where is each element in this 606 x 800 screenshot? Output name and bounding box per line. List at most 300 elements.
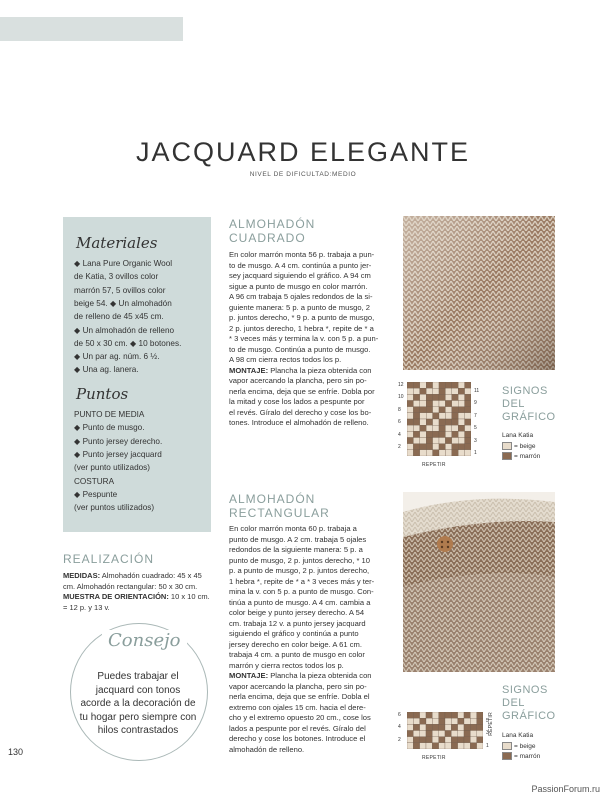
chart-cell (445, 438, 451, 444)
chart-row-number: 1 (474, 450, 477, 456)
chart-cell (413, 401, 419, 407)
chart-cell (407, 712, 413, 718)
montaje-line: vapor acercando la plancha, pero sin po- (229, 376, 367, 385)
chart-cell (451, 712, 457, 718)
chart-cell (452, 413, 458, 419)
montaje-line: MONTAJE: Plancha la pieza obtenida con (229, 671, 372, 680)
chart-cell (413, 450, 419, 456)
chart-row-number: 1 (486, 742, 489, 749)
chart-cell (452, 382, 458, 388)
chart-repeat-side-label: REPETIR (488, 712, 494, 736)
instruction-line: guiente manera: 5 p. a punto de musgo, 2 (229, 302, 371, 312)
chart-cell (452, 425, 458, 431)
chart-row-number: 3 (486, 730, 489, 737)
instruction-line: to de musgo. A 4 cm. continúa a punto jer- (229, 260, 372, 270)
montaje-line: almohadón de relleno. (229, 744, 305, 754)
chart-cell (420, 444, 426, 450)
chart-cell (458, 407, 464, 413)
difficulty-level: NIVEL DE DIFICULTAD:MEDIO (249, 171, 357, 178)
instruction-line: siguiendo el gráfico y continúa a punto (229, 629, 359, 638)
chart-cell (458, 413, 464, 419)
points-line: (ver punto utilizados) (74, 463, 150, 473)
chart-cell (452, 388, 458, 394)
points-line: ◆ Pespunte (74, 489, 118, 499)
chart-cell (413, 425, 419, 431)
chart-cell (452, 431, 458, 437)
chart-cell (470, 731, 476, 737)
chart-cell (465, 382, 471, 388)
chart-row-number: 5 (486, 718, 489, 724)
chart-cell (439, 431, 445, 437)
chart-cell (458, 401, 464, 407)
chart-cell (465, 438, 471, 444)
chart-cell (465, 419, 471, 425)
instruction-line: marrón y cierra rectos todos los p. (229, 660, 344, 670)
chart-cell (464, 731, 470, 737)
chart-cell (407, 425, 413, 431)
legend-beige: = beige (502, 442, 536, 452)
chart-cell (433, 419, 439, 425)
chart-cell (426, 743, 432, 749)
chart-row-number: 2 (398, 444, 401, 450)
points-heading: Puntos (76, 385, 129, 403)
chart-cell (420, 718, 426, 724)
chart-cell (445, 425, 451, 431)
chart-cell (413, 419, 419, 425)
chart-cell (432, 737, 438, 743)
chart-cell (426, 450, 432, 456)
chart-row-number: 6 (398, 419, 401, 426)
chart-cell (464, 718, 470, 724)
instruction-line: A 96 cm trabaja 5 ojales redondos de la si- (229, 292, 373, 301)
chart-cell (426, 407, 432, 413)
chart-cell (452, 419, 458, 425)
chart-cell (426, 394, 432, 400)
chart-cell (445, 401, 451, 407)
chart-cell (420, 431, 426, 437)
chart-cell (465, 407, 471, 413)
montaje-line: cho y el extremo opuesto 20 cm., cose los (229, 713, 371, 722)
chart-cell (413, 712, 419, 718)
chart-cell (420, 737, 426, 743)
chart-cell (426, 737, 432, 743)
tip-line: hilos contrastados (97, 725, 179, 736)
chart-cell (465, 401, 471, 407)
tip-line: acorde a la decoración de (80, 698, 196, 709)
chart-cell (439, 712, 445, 718)
chart-cell (433, 394, 439, 400)
legend-brand-2: Lana Katia (502, 732, 534, 739)
chart-repeat-label: REPETIR (422, 462, 446, 468)
chart-cell (458, 731, 464, 737)
chart-cell (477, 731, 483, 737)
chart-cell (439, 438, 445, 444)
chart-row-number: 6 (398, 712, 401, 718)
chart-cell (439, 394, 445, 400)
chart-row-number: 2 (398, 736, 401, 743)
instruction-line: cm. trabaja 12 v. a punto jersey jacquard (229, 618, 366, 628)
chart-cell (465, 394, 471, 400)
chart-cell (439, 724, 445, 730)
chart-cell (433, 444, 439, 450)
chart-cell (407, 419, 413, 425)
chart-cell (439, 419, 445, 425)
instruction-line: En color marrón monta 56 p. trabaja a pun- (229, 250, 375, 259)
chart-cell (432, 743, 438, 749)
site-watermark: PassionForum.ru (531, 784, 600, 794)
chart-cell (407, 394, 413, 400)
chart-cell (470, 724, 476, 730)
chart-cell (407, 724, 413, 730)
chart-cell (407, 401, 413, 407)
chart-cell (433, 438, 439, 444)
instruction-line: p. a punto de musgo, 2 p. juntos derecho, (229, 566, 370, 575)
cuadrado-instructions (229, 250, 399, 429)
chart-cell (420, 712, 426, 718)
montaje-line: nerla encima, deja que se enfríe. Dobla el (229, 692, 370, 701)
chart-repeat-label-2: REPETIR (422, 755, 446, 761)
chart-cell (458, 450, 464, 456)
materials-line: ◆ Un almohadón de relleno (74, 325, 175, 335)
instruction-line: punto de musgo, 2 p. juntos derecho, * 10 (229, 555, 371, 565)
chart-cell (426, 388, 432, 394)
chart-cell (439, 444, 445, 450)
chart-cell (439, 718, 445, 724)
chart-cell (420, 401, 426, 407)
chart-cell (458, 425, 464, 431)
chart-cell (413, 382, 419, 388)
instruction-line: trabaja 4 cm. a punto de musgo en color (229, 650, 365, 659)
chart-cell (445, 419, 451, 425)
tip-line: tu hogar pero siempre con (79, 711, 197, 723)
chart-cell (439, 450, 445, 456)
points-line: (ver puntos utilizados) (74, 503, 155, 513)
points-line: ◆ Punto jersey derecho. (74, 436, 163, 446)
montaje-line: derecho y cose los botones. Introduce el (229, 734, 366, 743)
instruction-line: 1 hebra *, repite de * a * 3 veces más y ter- (229, 576, 375, 586)
cuadrado-heading: ALMOHADÓN CUADRADO (229, 217, 316, 245)
chart-cell (407, 413, 413, 419)
chart-cell (426, 444, 432, 450)
chart-cell (451, 724, 457, 730)
chart-cell (465, 388, 471, 394)
chart-cell (413, 731, 419, 737)
chart-row-number: 9 (474, 400, 477, 407)
chart-cell (452, 444, 458, 450)
chart-cell (458, 743, 464, 749)
jacquard-chart-grid-2 (407, 712, 483, 749)
chart-rectangular (398, 712, 498, 768)
rectangular-instructions (229, 524, 399, 755)
chart-cell (407, 444, 413, 450)
chart-cell (407, 438, 413, 444)
instruction-line: 2 p. juntos derecho, 1 hebra *, repite de * a (229, 323, 374, 333)
chart-cell (426, 413, 432, 419)
chart-cell (407, 431, 413, 437)
chart-cell (420, 388, 426, 394)
chart-row-number: 4 (398, 431, 401, 438)
square-cushion-photo (403, 216, 555, 370)
materials-line: de relleno de 45 x45 cm. (74, 312, 164, 322)
chart-cell (465, 413, 471, 419)
chart-cell (452, 394, 458, 400)
chart-cell (464, 712, 470, 718)
materials-line: de Katia, 3 ovillos color (74, 272, 159, 282)
chart-cell (432, 718, 438, 724)
chart-cell (464, 737, 470, 743)
chart-cell (464, 724, 470, 730)
chart-cell (465, 425, 471, 431)
chart-cell (420, 438, 426, 444)
chart-cell (426, 419, 432, 425)
materials-box (63, 217, 211, 532)
legend-brand: Lana Katia (502, 432, 534, 439)
chart-cell (432, 731, 438, 737)
chart-cell (433, 401, 439, 407)
chart-cell (432, 724, 438, 730)
chart-cell (407, 718, 413, 724)
legend-title-2: SIGNOS DEL GRÁFICO (502, 684, 556, 722)
chart-cell (445, 737, 451, 743)
chart-cell (426, 718, 432, 724)
chart-cell (439, 737, 445, 743)
chart-cell (433, 388, 439, 394)
marron-swatch-2 (502, 752, 512, 760)
chart-cell (470, 712, 476, 718)
instruction-line: sey jacquard siguiendo el gráfico. A 94 cm (229, 271, 371, 280)
legend-marron-2: = marrón (502, 752, 540, 762)
chart-cell (458, 431, 464, 437)
chart-cell (458, 444, 464, 450)
materials-line: marrón 57, 5 ovillos color (74, 285, 166, 295)
chart-cell (413, 444, 419, 450)
chart-cell (477, 724, 483, 730)
chart-cell (426, 401, 432, 407)
chart-row-number: 8 (398, 406, 401, 413)
chart-cell (458, 419, 464, 425)
chart-cell (413, 394, 419, 400)
chart-cell (407, 407, 413, 413)
chart-cell (458, 438, 464, 444)
chart-cell (445, 382, 451, 388)
instruction-line: En color marrón monta 60 p. trabaja a (229, 524, 357, 533)
instruction-line: sigue a punto de musgo en color marrón. (229, 281, 368, 291)
tip-line: jacquard con tonos (95, 684, 181, 696)
instruction-line: punto de musgo. A 2 cm. trabaja 5 ojales (229, 534, 367, 544)
chart-cell (458, 394, 464, 400)
tip-line: Puedes trabajar el (97, 671, 179, 682)
chart-cell (439, 382, 445, 388)
chart-cell (439, 425, 445, 431)
chart-cell (445, 413, 451, 419)
instruction-line: p. juntos derecho, * 9 p. a punto de musgo, (229, 313, 375, 322)
chart-cell (477, 718, 483, 724)
rectangular-cushion-photo (403, 492, 555, 672)
chart-cell (445, 731, 451, 737)
chart-row-number: 10 (398, 394, 404, 401)
chart-cell (413, 718, 419, 724)
legend-beige-2: = beige (502, 742, 536, 752)
chart-cell (407, 737, 413, 743)
chart-cell (445, 407, 451, 413)
instruction-line: tinúa a punto de musgo. A 4 cm. cambia a (229, 597, 371, 607)
chart-cell (465, 450, 471, 456)
chart-cell (413, 737, 419, 743)
chart-cell (420, 731, 426, 737)
materials-line: ◆ Lana Pure Organic Wool (74, 259, 173, 268)
chart-cell (465, 431, 471, 437)
chart-cell (413, 743, 419, 749)
chart-cell (458, 382, 464, 388)
chart-cell (439, 743, 445, 749)
chart-cell (420, 382, 426, 388)
instruction-line: * 3 veces más y termina la v. con 5 p. a pun- (229, 334, 379, 343)
chart-cell (407, 382, 413, 388)
marron-swatch (502, 452, 512, 460)
header-tab (0, 17, 183, 41)
chart-cell (432, 712, 438, 718)
chart-cell (445, 718, 451, 724)
realizacion-heading: REALIZACIÓN (63, 552, 155, 566)
instruction-line: color beige y punto jersey derecho. A 54 (229, 608, 365, 617)
chart-cell (452, 401, 458, 407)
chart-cell (439, 413, 445, 419)
chart-row-number: 11 (474, 388, 480, 394)
chart-cell (458, 718, 464, 724)
montaje-line: vapor acercando la plancha, pero sin po- (229, 681, 367, 691)
chart-cell (451, 718, 457, 724)
chart-cell (420, 413, 426, 419)
chart-cell (445, 450, 451, 456)
chart-cell (426, 438, 432, 444)
chart-cell (445, 394, 451, 400)
chart-cell (420, 407, 426, 413)
chart-cell (433, 407, 439, 413)
chart-cell (464, 743, 470, 749)
chart-cell (433, 413, 439, 419)
montaje-line: extremo con ojales 15 cm. hacia el dere- (229, 702, 366, 712)
chart-cell (433, 450, 439, 456)
chart-cell (477, 743, 483, 749)
chart-cell (458, 712, 464, 718)
chart-cell (433, 431, 439, 437)
chart-cell (420, 724, 426, 730)
chart-cell (413, 388, 419, 394)
chart-cell (451, 743, 457, 749)
montaje-line: nerla encima, deja que se enfríe. Dobla por (229, 386, 375, 396)
legend-title: SIGNOS DEL GRÁFICO (502, 385, 556, 423)
chart-cell (420, 425, 426, 431)
chart-cell (458, 388, 464, 394)
chart-cell (465, 444, 471, 450)
chart-cell (407, 450, 413, 456)
chart-cell (407, 743, 413, 749)
chart-cell (439, 731, 445, 737)
chart-row-number: 5 (474, 425, 477, 432)
chart-cell (420, 419, 426, 425)
chart-row-number: 3 (474, 437, 477, 444)
chart-cell (452, 407, 458, 413)
chart-cell (420, 743, 426, 749)
chart-cell (413, 407, 419, 413)
chart-cell (477, 737, 483, 743)
chart-cell (458, 737, 464, 743)
chart-cell (426, 431, 432, 437)
chart-cell (426, 382, 432, 388)
instruction-line: to de musgo. Continúa a punto de musgo. (229, 344, 371, 354)
jacquard-chart-grid (407, 382, 471, 456)
materials-line: ◆ Un par ag. núm. 6 ½. (74, 352, 160, 362)
chart-cell (433, 425, 439, 431)
chart-cell (426, 425, 432, 431)
montaje-line: el revés. Gíralo del derecho y cose los bo- (229, 407, 372, 417)
points-line: COSTURA (74, 476, 115, 486)
chart-cell (470, 718, 476, 724)
materials-line: de 50 x 30 cm. ◆ 10 botones. (74, 338, 182, 348)
chart-cell (413, 724, 419, 730)
chart-cell (445, 724, 451, 730)
page-title: JACQUARD ELEGANTE (135, 137, 471, 167)
chart-cell (452, 438, 458, 444)
chart-cell (452, 450, 458, 456)
instruction-line: jersey derecho en color beige. A 61 cm. (229, 639, 362, 649)
chart-row-number: 4 (398, 724, 401, 731)
chart-cell (451, 731, 457, 737)
chart-cell (477, 712, 483, 718)
chart-cell (445, 388, 451, 394)
instruction-line: mina la v. con 5 p. a punto de musgo. Con- (229, 587, 374, 596)
chart-cell (426, 731, 432, 737)
montaje-line: tones. Introduce el almohadón de relleno. (229, 418, 369, 427)
materials-line: ◆ Una ag. lanera. (74, 365, 139, 375)
chart-cell (407, 388, 413, 394)
instruction-line: A 98 cm cierra rectos todos los p. (229, 355, 342, 364)
chart-cell (433, 382, 439, 388)
tip-heading: Consejo (102, 630, 187, 651)
chart-cell (426, 712, 432, 718)
chart-row-number: 12 (398, 382, 404, 388)
chart-cell (445, 431, 451, 437)
montaje-line: lados a pespunte por el revés. Gíralo del (229, 723, 366, 733)
beige-swatch (502, 442, 512, 450)
chart-cell (439, 407, 445, 413)
chart-cell (426, 724, 432, 730)
chart-cell (451, 737, 457, 743)
beige-swatch-2 (502, 742, 512, 750)
montaje-line: MONTAJE: Plancha la pieza obtenida con (229, 365, 372, 375)
chart-cell (445, 712, 451, 718)
chart-row-number: 7 (474, 412, 477, 419)
page-number: 130 (8, 747, 24, 757)
chart-cell (470, 737, 476, 743)
chart-cell (413, 431, 419, 437)
chart-cell (420, 450, 426, 456)
chart-cell (445, 743, 451, 749)
chart-cell (407, 731, 413, 737)
chart-cell (413, 413, 419, 419)
materials-line: beige 54. ◆ Un almohadón (74, 298, 172, 308)
points-line: ◆ Punto jersey jacquard (74, 449, 162, 459)
chart-cell (439, 388, 445, 394)
legend-marron: = marrón (502, 452, 540, 462)
chart-cell (470, 743, 476, 749)
tip-text (55, 670, 221, 738)
points-line: ◆ Punto de musgo. (74, 423, 145, 433)
chart-cell (439, 401, 445, 407)
instruction-line: redondos de la siguiente manera: 5 p. a (229, 545, 363, 554)
points-line: PUNTO DE MEDIA (74, 410, 145, 419)
chart-cell (420, 394, 426, 400)
